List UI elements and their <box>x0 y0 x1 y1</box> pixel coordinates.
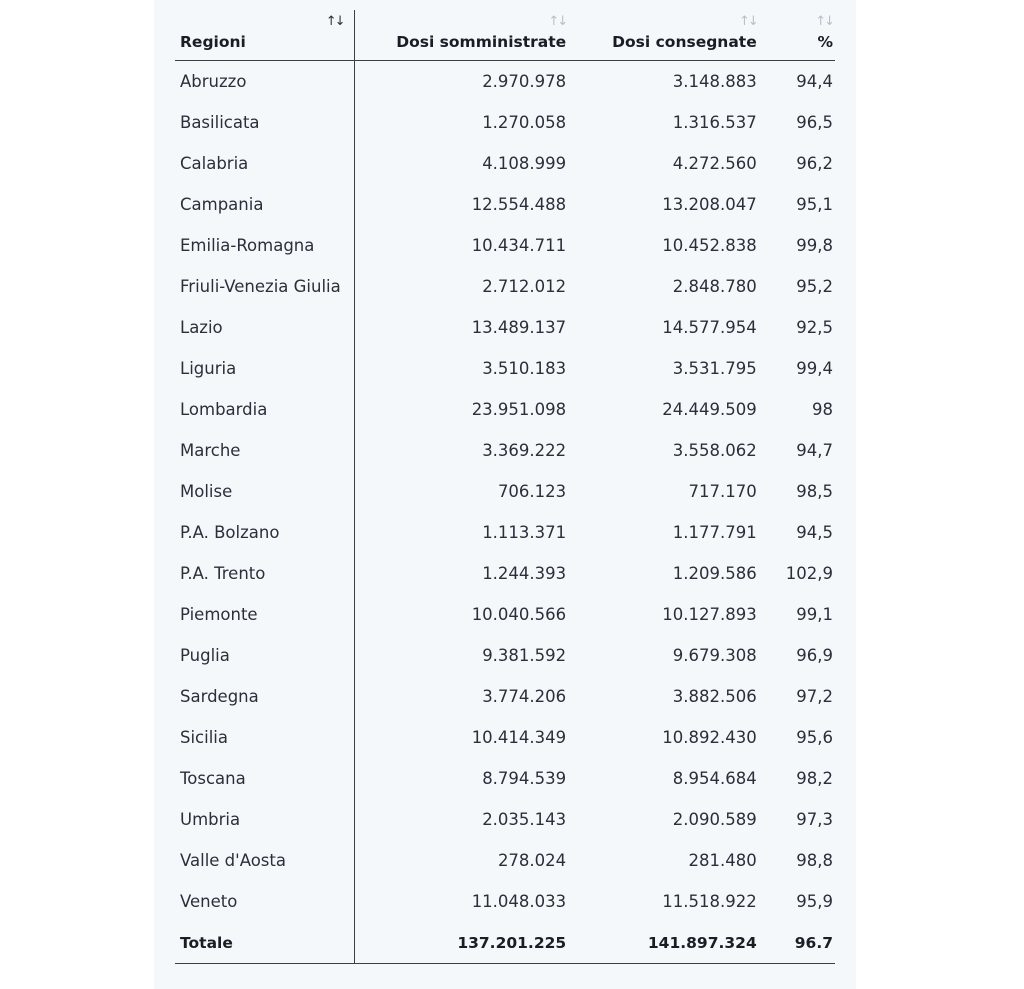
cell-region: Abruzzo <box>175 61 354 103</box>
table-row <box>175 881 835 922</box>
total-administered: 137.201.225 <box>354 922 566 964</box>
cell-percent: 94,5 <box>796 523 833 542</box>
sort-arrows-icon[interactable]: ↑↓ <box>548 14 567 29</box>
cell-percent: 98,8 <box>796 851 833 870</box>
cell-delivered: 3.148.883 <box>672 72 757 91</box>
cell-region: Sardegna <box>175 676 354 717</box>
table-panel <box>154 0 856 989</box>
cell-delivered: 10.452.838 <box>662 236 757 255</box>
header-regioni[interactable] <box>175 10 354 61</box>
cell-percent: 99,4 <box>796 359 833 378</box>
cell-administered: 12.554.488 <box>471 195 567 214</box>
total-delivered: 141.897.324 <box>566 922 757 964</box>
sort-arrows-icon[interactable]: ↑↓ <box>325 14 344 29</box>
table-row <box>175 61 835 103</box>
table-row <box>175 225 835 266</box>
table-row <box>175 471 835 512</box>
table-row <box>175 102 835 143</box>
table-row <box>175 758 835 799</box>
cell-region: P.A. Trento <box>175 553 354 594</box>
cell-delivered: 3.558.062 <box>672 441 757 460</box>
cell-delivered: 10.892.430 <box>662 728 757 747</box>
total-percent: 96.7 <box>757 922 835 964</box>
table-header-row <box>175 10 835 61</box>
cell-delivered: 3.882.506 <box>672 687 757 706</box>
cell-percent: 98,2 <box>796 769 833 788</box>
cell-administered: 3.510.183 <box>482 359 567 378</box>
table-row <box>175 553 835 594</box>
cell-administered: 10.434.711 <box>471 236 567 255</box>
cell-administered: 2.970.978 <box>482 72 567 91</box>
cell-region: Umbria <box>175 799 354 840</box>
table-row <box>175 348 835 389</box>
cell-administered: 3.369.222 <box>482 441 567 460</box>
table-row <box>175 799 835 840</box>
cell-percent: 94,7 <box>796 441 833 460</box>
table-row <box>175 430 835 471</box>
cell-delivered: 2.848.780 <box>672 277 757 296</box>
cell-region: Calabria <box>175 143 354 184</box>
cell-percent: 96,2 <box>796 154 833 173</box>
cell-delivered: 13.208.047 <box>662 195 757 214</box>
header-percent[interactable] <box>757 10 835 61</box>
table-row <box>175 635 835 676</box>
cell-percent: 97,3 <box>796 810 833 829</box>
cell-region: Puglia <box>175 635 354 676</box>
cell-delivered: 8.954.684 <box>672 769 757 788</box>
cell-delivered: 14.577.954 <box>662 318 757 337</box>
cell-administered: 23.951.098 <box>471 400 567 419</box>
cell-administered: 278.024 <box>497 851 567 870</box>
cell-region: Molise <box>175 471 354 512</box>
cell-region: Lazio <box>175 307 354 348</box>
table-row <box>175 676 835 717</box>
table-row <box>175 512 835 553</box>
cell-administered: 706.123 <box>497 482 567 501</box>
cell-region: Veneto <box>175 881 354 922</box>
cell-region: Liguria <box>175 348 354 389</box>
table-row <box>175 266 835 307</box>
cell-delivered: 1.209.586 <box>672 564 757 583</box>
cell-region: Marche <box>175 430 354 471</box>
cell-percent: 99,8 <box>796 236 833 255</box>
cell-region: Sicilia <box>175 717 354 758</box>
cell-administered: 1.270.058 <box>482 113 567 132</box>
cell-delivered: 1.316.537 <box>672 113 757 132</box>
sort-arrows-icon[interactable]: ↑↓ <box>815 14 833 29</box>
cell-administered: 13.489.137 <box>471 318 567 337</box>
cell-delivered: 3.531.795 <box>672 359 757 378</box>
cell-percent: 95,6 <box>796 728 833 747</box>
table-body <box>175 61 835 923</box>
cell-region: Toscana <box>175 758 354 799</box>
cell-delivered: 2.090.589 <box>672 810 757 829</box>
table-row <box>175 143 835 184</box>
table-row <box>175 389 835 430</box>
header-percent-label: % <box>817 33 833 51</box>
cell-administered: 9.381.592 <box>482 646 567 665</box>
cell-administered: 4.108.999 <box>482 154 567 173</box>
cell-percent: 95,2 <box>796 277 833 296</box>
cell-delivered: 281.480 <box>688 851 757 870</box>
cell-administered: 3.774.206 <box>482 687 567 706</box>
cell-administered: 11.048.033 <box>471 892 567 911</box>
cell-administered: 10.414.349 <box>471 728 567 747</box>
cell-percent: 92,5 <box>796 318 833 337</box>
cell-administered: 2.035.143 <box>482 810 567 829</box>
table-row <box>175 184 835 225</box>
cell-delivered: 10.127.893 <box>662 605 757 624</box>
vaccine-doses-table <box>175 10 835 964</box>
header-dosi-consegnate[interactable] <box>566 10 757 61</box>
cell-region: Emilia-Romagna <box>175 225 354 266</box>
sort-arrows-icon[interactable]: ↑↓ <box>738 14 757 29</box>
total-label: Totale <box>175 922 354 964</box>
cell-region: P.A. Bolzano <box>175 512 354 553</box>
cell-delivered: 1.177.791 <box>672 523 757 542</box>
cell-percent: 98 <box>812 400 833 419</box>
table-row <box>175 594 835 635</box>
cell-delivered: 9.679.308 <box>672 646 757 665</box>
cell-region: Friuli-Venezia Giulia <box>175 266 354 307</box>
cell-region: Piemonte <box>175 594 354 635</box>
cell-percent: 96,9 <box>796 646 833 665</box>
cell-delivered: 11.518.922 <box>662 892 757 911</box>
table-total-row <box>175 922 835 964</box>
header-dosi-somministrate-label: Dosi somministrate <box>396 33 567 51</box>
cell-delivered: 4.272.560 <box>672 154 757 173</box>
cell-percent: 102,9 <box>785 564 833 583</box>
cell-percent: 94,4 <box>796 72 833 91</box>
cell-delivered: 717.170 <box>688 482 757 501</box>
cell-region: Basilicata <box>175 102 354 143</box>
cell-region: Campania <box>175 184 354 225</box>
cell-region: Valle d'Aosta <box>175 840 354 881</box>
table-row <box>175 840 835 881</box>
cell-administered: 8.794.539 <box>482 769 567 788</box>
table-row <box>175 717 835 758</box>
cell-administered: 1.113.371 <box>482 523 567 542</box>
header-regioni-label: Regioni <box>180 33 246 51</box>
cell-administered: 1.244.393 <box>482 564 567 583</box>
cell-percent: 96,5 <box>796 113 833 132</box>
cell-percent: 98,5 <box>796 482 833 501</box>
cell-percent: 95,9 <box>796 892 833 911</box>
header-dosi-somministrate[interactable] <box>354 10 566 61</box>
cell-delivered: 24.449.509 <box>662 400 757 419</box>
cell-percent: 99,1 <box>796 605 833 624</box>
cell-region: Lombardia <box>175 389 354 430</box>
cell-administered: 2.712.012 <box>482 277 567 296</box>
cell-administered: 10.040.566 <box>471 605 567 624</box>
cell-percent: 97,2 <box>796 687 833 706</box>
cell-percent: 95,1 <box>796 195 833 214</box>
header-dosi-consegnate-label: Dosi consegnate <box>612 33 757 51</box>
table-row <box>175 307 835 348</box>
